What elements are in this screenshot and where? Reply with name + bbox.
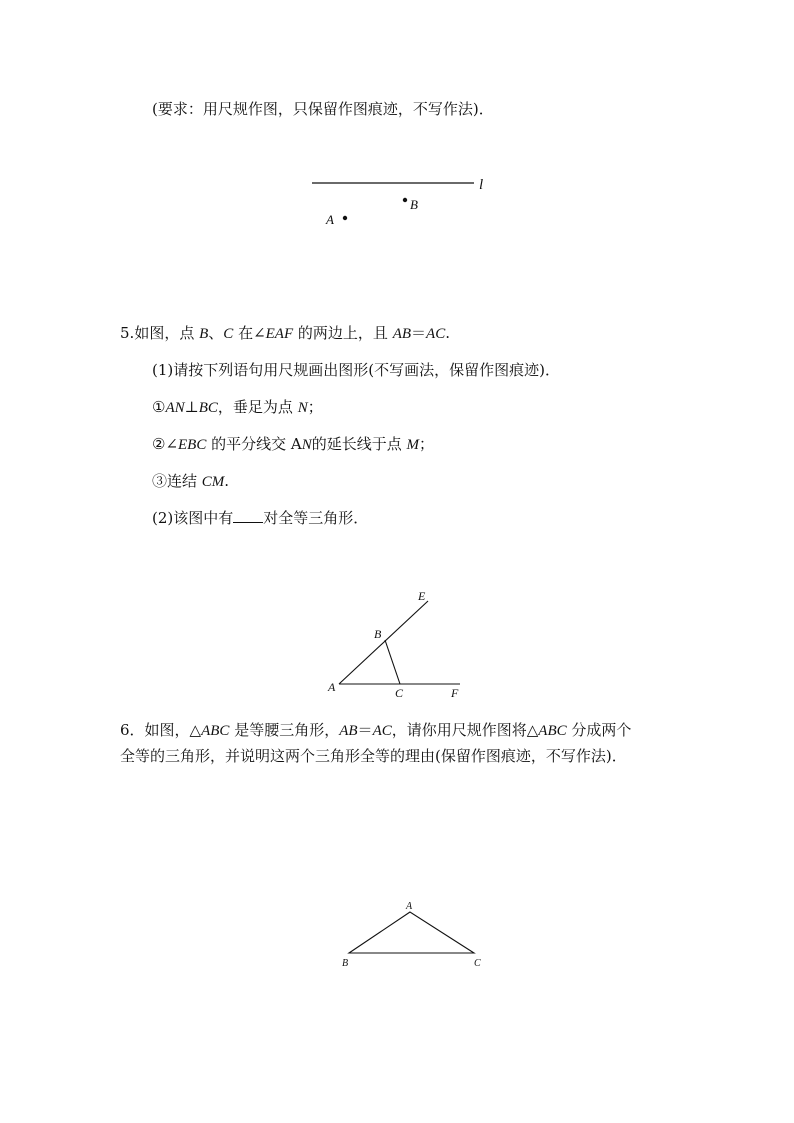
label-b: B [342,958,349,969]
q5-part2: (2)该图中有 对全等三角形． [152,509,369,527]
q5-part1: (1)请按下列语句用尺规画出图形(不写画法，保留作图痕迹)． [152,361,560,379]
q5-number: 5. [120,324,135,342]
label-c: C [395,686,404,700]
q6-line2: 全等的三角形，并说明这两个三角形全等的理由(保留作图痕迹，不写作法)． [120,747,627,765]
label-a: A [406,901,413,912]
q5-step1: ①AN⊥BC，垂足为点 N； [152,398,323,416]
q4-requirement: (要求：用尺规作图，只保留作图痕迹，不写作法)． [152,100,494,118]
label-l: l [479,177,484,193]
label-b: B [374,627,382,641]
label-point-a: A [326,212,334,227]
q5-stem: 5.如图，点 B、C 在∠EAF 的两边上，且 AB＝AC. [120,324,450,342]
label-a: A [328,680,336,694]
q5-step3: ③连结 CM. [152,472,230,490]
label-e: E [418,589,426,603]
q6-line1: 6．如图，△ABC 是等腰三角形，AB＝AC，请你用尺规作图将△ABC 分成两个 [120,721,632,739]
label-c: C [474,958,481,969]
q5-step2: ②∠EBC 的平分线交 AN的延长线于点 M； [152,435,435,453]
triangle-abc [349,912,474,953]
label-point-b: B [410,197,418,212]
label-f: F [451,686,459,700]
